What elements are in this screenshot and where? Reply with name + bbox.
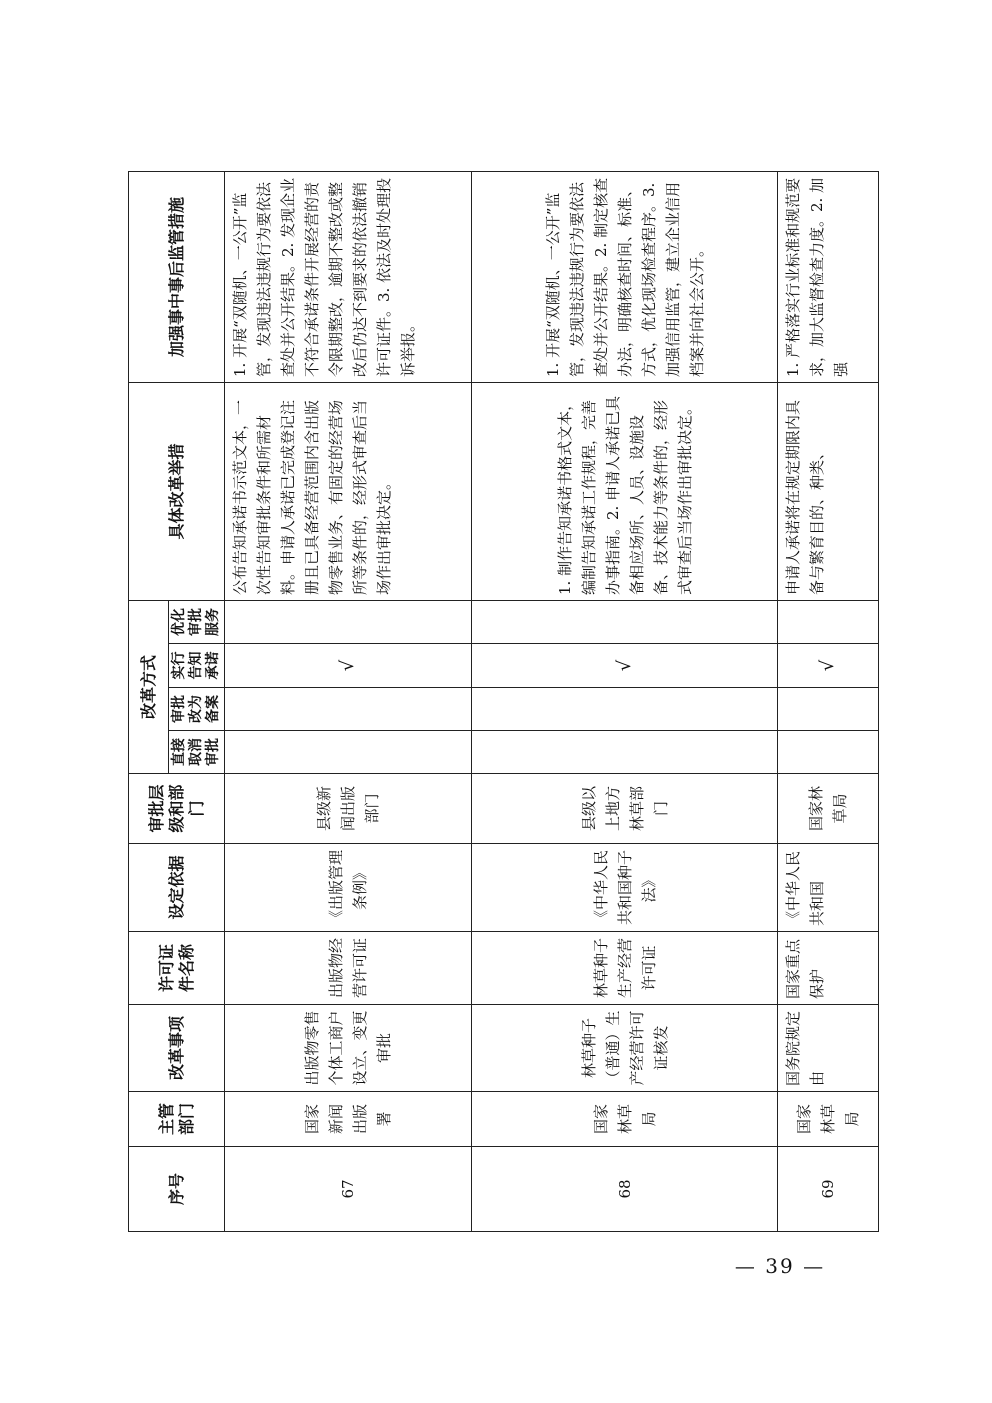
header-item: 改革事项 [129,1005,225,1092]
check-mark: √ [337,659,358,672]
header-measures: 具体改革举措 [129,382,225,600]
reform-table [128,171,879,1232]
cell-dept: 国家林草局 [472,1092,778,1147]
cell-dept: 国家新闻出版署 [225,1092,472,1147]
cell-supervision: 1. 开展“双随机、一公开”监管，发现违法违规行为要依法查处并公开结果。2. 制定核查办法，明确核查时间、标准、方式，优化现场检查程序。3. 加强信用监管，建立企业信用档案并向社会公开。 [472,171,778,382]
header-filing: 审批改为备案 [169,688,225,731]
cell-license: 国家重点保护 [778,932,879,1005]
rotated-table-container [128,172,865,1232]
header-method-group: 改革方式 [129,600,169,773]
cell-optimize [778,600,879,643]
header-dept: 主管部门 [129,1092,225,1147]
cell-license: 林草种子生产经营许可证 [472,932,778,1005]
cell-item: 国务院规定由 [778,1005,879,1092]
cell-item: 出版物零售个体工商户设立、变更审批 [225,1005,472,1092]
cell-cancel [778,731,879,774]
cell-seq: 68 [472,1147,778,1232]
header-license: 许可证件名称 [129,932,225,1005]
cell-cancel [225,731,472,774]
cell-basis: 《中华人民共和国种子法》 [472,844,778,932]
cell-notify [225,644,472,688]
table-row [472,171,778,1231]
cell-notify [778,644,879,688]
header-supervision: 加强事中事后监管措施 [129,171,225,382]
cell-measures: 申请人承诺将在规定期限内具备与繁育目的、种类、 [778,382,879,600]
cell-basis: 《出版管理条例》 [225,844,472,932]
cell-seq: 67 [225,1147,472,1232]
header-level: 审批层级和部门 [129,774,225,844]
header-notify: 实行告知承诺 [169,644,225,688]
cell-filing [225,688,472,731]
cell-measures: 公布告知承诺书示范文本，一次性告知审批条件和所需材料。申请人承诺已完成登记注册且已具备经营范围内含出版物零售业务、有固定的经营场所等条件的，经形式审查后当场作出审批决定。 [225,382,472,600]
cell-measures: 1. 制作告知承诺书格式文本，编制告知承诺工作规程，完善办事指南。2. 申请人承诺已具备相应场所、人员、设施设备、技术能力等条件的，经形式审查后当场作出审批决定。 [472,382,778,600]
cell-notify [472,644,778,688]
table-row [225,171,472,1231]
cell-supervision: 1. 严格落实行业标准和规范要求，加大监督检查力度。2. 加强 [778,171,879,382]
header-cancel: 直接取消审批 [169,731,225,774]
cell-supervision: 1. 开展“双随机、一公开”监管，发现违法违规行为要依法查处并公开结果。2. 发现企业不符合承诺条件开展经营的责令限期整改，逾期不整改或整改后仍达不到要求的依法撤销许可证件。3. 依法及时处理投诉举报。 [225,171,472,382]
cell-level: 国家林草局 [778,774,879,844]
cell-license: 出版物经营许可证 [225,932,472,1005]
cell-optimize [472,600,778,643]
cell-item: 林草种子（普通）生产经营许可证核发 [472,1005,778,1092]
header-seq: 序号 [129,1147,225,1232]
cell-level: 县级以上地方林草部门 [472,774,778,844]
header-optimize: 优化审批服务 [169,600,225,643]
check-mark: √ [613,659,635,672]
cell-level: 县级新闻出版部门 [225,774,472,844]
cell-seq: 69 [778,1147,879,1232]
table-row [778,171,879,1231]
check-mark: √ [817,659,838,672]
cell-filing [472,688,778,731]
page-number: — 39 — [734,1254,826,1278]
cell-optimize [225,600,472,643]
header-basis: 设定依据 [129,844,225,932]
cell-cancel [472,731,778,774]
cell-basis: 《中华人民共和国 [778,844,879,932]
cell-filing [778,688,879,731]
cell-dept: 国家林草局 [778,1092,879,1147]
